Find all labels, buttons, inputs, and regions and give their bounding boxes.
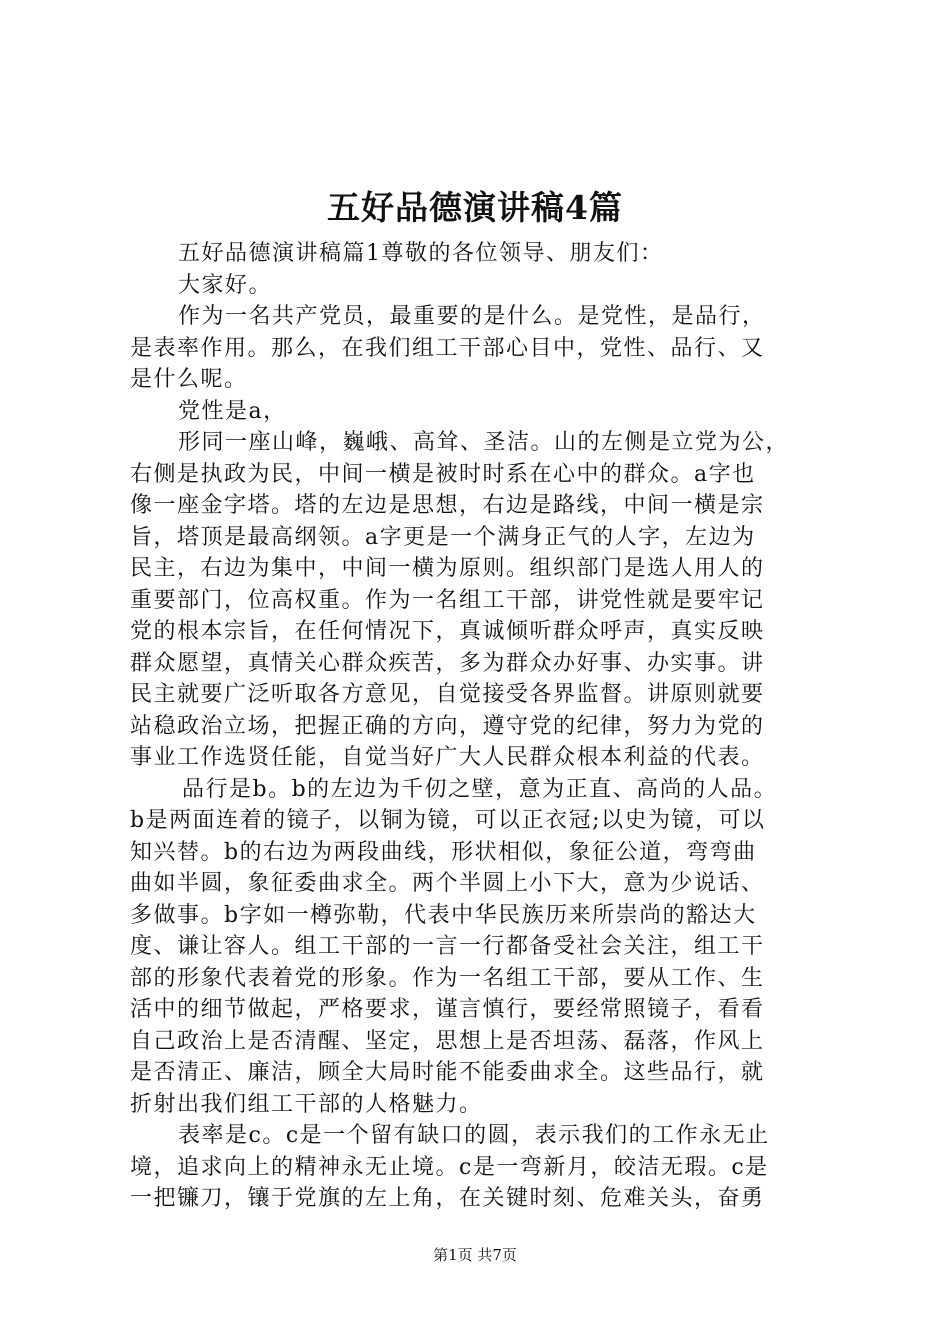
page-footer: 第1页 共7页 xyxy=(433,1246,517,1264)
body-line: 一把镰刀，镶于党旗的左上角，在关键时刻、危难关头，奋勇 xyxy=(130,1186,765,1211)
body-line: 五好品德演讲稿篇1尊敬的各位领导、朋友们： xyxy=(178,241,664,266)
body-line: 部的形象代表着党的形象。作为一名组工干部，要从工作、生 xyxy=(130,965,765,991)
body-line: 重要部门，位高权重。作为一名组工干部，讲党性就是要牢记 xyxy=(130,587,765,613)
body-line: 作为一名共产党员，最重要的是什么。是党性，是品行， xyxy=(178,304,766,329)
body-line: 民主，右边为集中，中间一横为原则。组织部门是选人用人的 xyxy=(130,556,765,581)
body-line: 党的根本宗旨，在任何情况下，真诚倾听群众呼声，真实反映 xyxy=(130,619,765,644)
body-line: 曲如半圆，象征委曲求全。两个半圆上小下大，意为少说话、 xyxy=(130,871,765,896)
body-line: 自己政治上是否清醒、坚定，思想上是否坦荡、磊落，作风上 xyxy=(130,1028,765,1054)
body-line: 右侧是执政为民，中间一横是被时时系在心中的群众。a字也 xyxy=(130,461,756,487)
body-line: 站稳政治立场，把握正确的方向，遵守党的纪律，努力为党的 xyxy=(130,713,765,739)
body-line: 表率是c。c是一个留有缺口的圆，表示我们的工作永无止 xyxy=(178,1123,770,1148)
document-title: 五好品德演讲稿4篇 xyxy=(327,188,623,227)
body-line: 党性是a， xyxy=(178,398,287,424)
body-line: 是什么呢。 xyxy=(130,367,248,392)
body-line: 群众愿望，真情关心群众疾苦，多为群众办好事、办实事。讲 xyxy=(130,650,765,676)
body-line: 旨，塔顶是最高纲领。a字更是一个满身正气的人字，左边为 xyxy=(130,524,756,550)
body-line: 知兴替。b的右边为两段曲线，形状相似，象征公道，弯弯曲 xyxy=(130,839,757,865)
body-line: 民主就要广泛听取各方意见，自觉接受各界监督。讲原则就要 xyxy=(130,682,765,707)
body-line: 品行是b。b的左边为千仞之壁，意为正直、高尚的人品。 xyxy=(182,776,778,802)
document-body xyxy=(130,238,830,1215)
body-line: 多做事。b字如一樽弥勒，代表中华民族历来所崇尚的豁达大 xyxy=(130,902,757,928)
body-line: 活中的细节做起，严格要求，谨言慎行，要经常照镜子，看看 xyxy=(130,997,765,1022)
body-line: 形同一座山峰，巍峨、高耸、圣洁。山的左侧是立党为公， xyxy=(178,430,790,455)
body-line: 折射出我们组工干部的人格魅力。 xyxy=(130,1091,483,1117)
body-line: 境，追求向上的精神永无止境。c是一弯新月，皎洁无瑕。c是 xyxy=(130,1154,769,1180)
body-line: 大家好。 xyxy=(178,272,273,298)
body-line: 是否清正、廉洁，顾全大局时能不能委曲求全。这些品行，就 xyxy=(130,1060,765,1085)
body-line: b是两面连着的镜子，以铜为镜，可以正衣冠;以史为镜，可以 xyxy=(130,808,766,833)
body-line: 事业工作选贤任能，自觉当好广大人民群众根本利益的代表。 xyxy=(130,745,765,770)
body-line: 像一座金字塔。塔的左边是思想，右边是路线，中间一横是宗 xyxy=(130,493,765,518)
body-line: 是表率作用。那么，在我们组工干部心目中，党性、品行、又 xyxy=(130,335,765,361)
body-line: 度、谦让容人。组工干部的一言一行都备受社会关注，组工干 xyxy=(130,934,765,959)
